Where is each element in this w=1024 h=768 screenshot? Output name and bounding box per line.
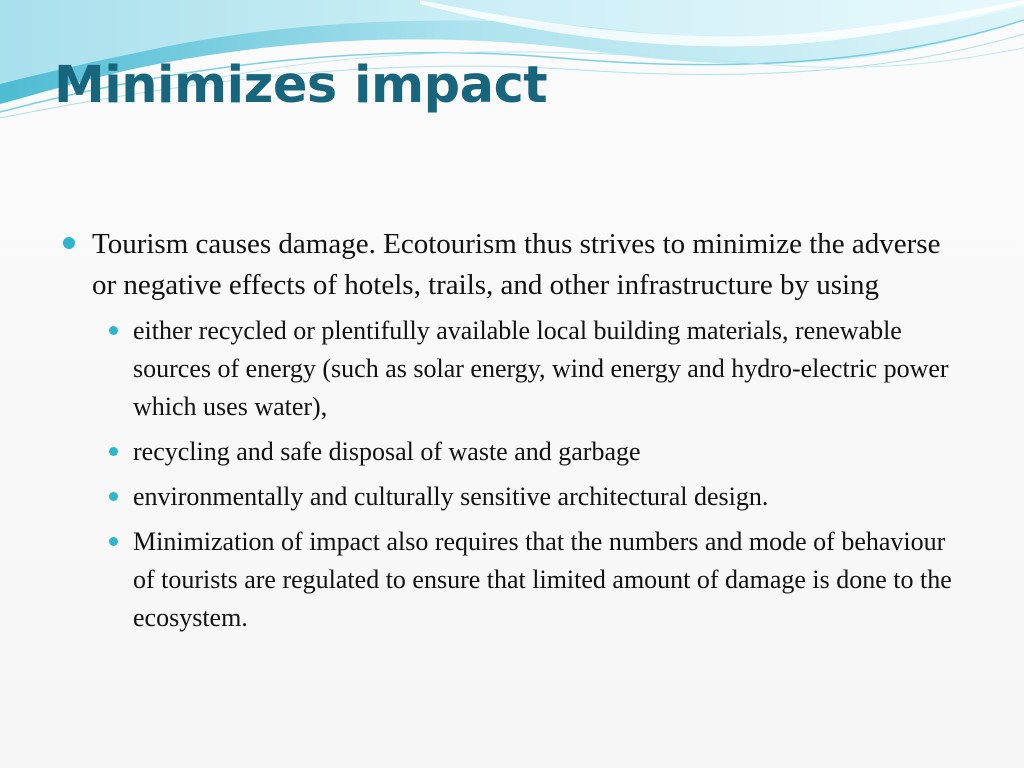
sub-bullet-text: environmentally and culturally sensitive architectural design.	[133, 482, 769, 511]
sub-bullet-text: recycling and safe disposal of waste and garbage	[133, 437, 641, 466]
bullet-dot-icon	[109, 447, 118, 456]
bullet-dot-icon	[109, 326, 118, 335]
bullet-dot-icon	[63, 237, 75, 249]
list-item	[60, 433, 960, 471]
slide-title: Minimizes impact	[54, 56, 548, 115]
main-bullet-text: Tourism causes damage. Ecotourism thus strives to minimize the adverse or negative effects of hotels, trails, and other infrastructure by using	[92, 228, 941, 301]
sub-bullet-list	[60, 312, 960, 637]
list-item	[60, 312, 960, 426]
bullet-dot-icon	[109, 492, 118, 501]
bullet-content	[60, 224, 960, 644]
sub-bullet-text: either recycled or plentifully available local building materials, renewable sources of energy (such as solar energy, wind energy and hydro-electric power which uses water),	[133, 316, 949, 421]
sub-bullet-text: Minimization of impact also requires that the numbers and mode of behaviour of tourists are regulated to ensure that limited amount of damage is done to the ecosystem.	[133, 527, 952, 632]
list-item	[60, 478, 960, 516]
bullet-dot-icon	[109, 537, 118, 546]
list-item	[60, 523, 960, 637]
main-bullet-point	[60, 224, 960, 306]
